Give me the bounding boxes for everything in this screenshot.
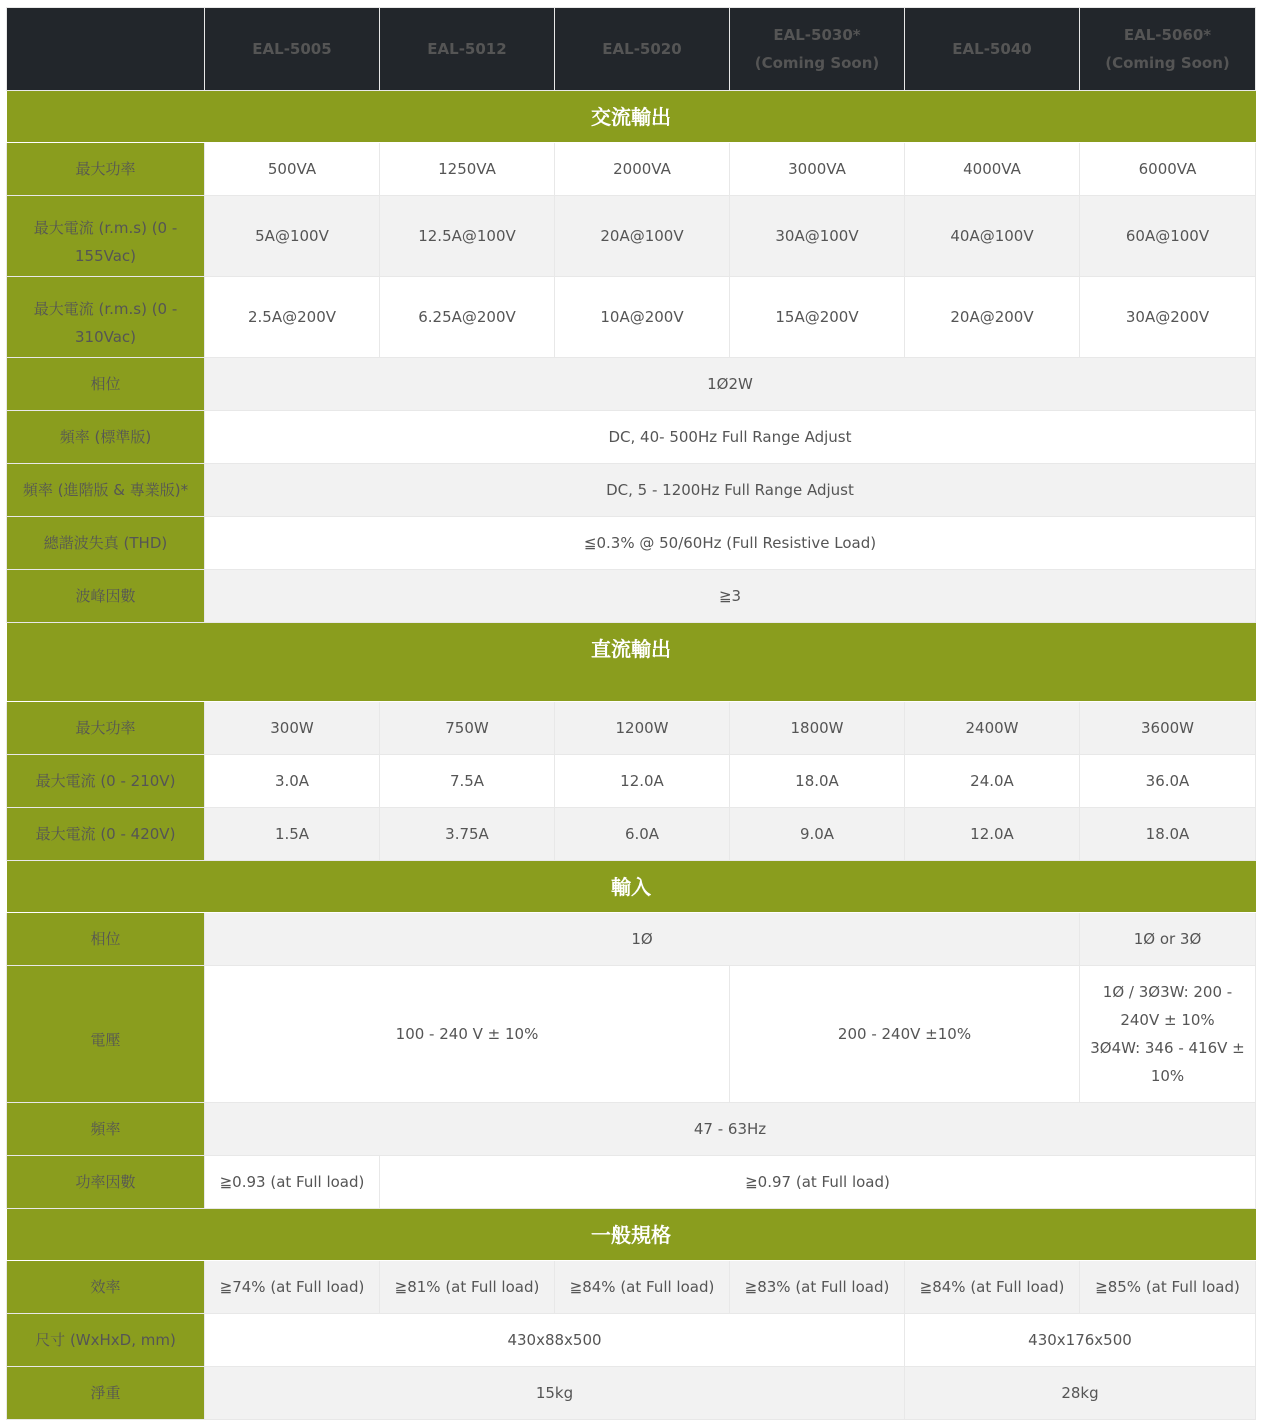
table-row: [7, 1156, 1256, 1209]
table-row: [7, 358, 1256, 411]
section-title-input: 輸入: [7, 861, 1256, 913]
header-model: EAL-5040: [905, 8, 1080, 91]
cell: 7.5A: [380, 755, 555, 808]
row-label: 最大功率: [7, 702, 205, 755]
row-label: 總諧波失真 (THD): [7, 517, 205, 570]
cell: DC, 40- 500Hz Full Range Adjust: [205, 411, 1256, 464]
cell: 24.0A: [905, 755, 1080, 808]
row-label: 淨重: [7, 1367, 205, 1420]
table-row: [7, 143, 1256, 196]
cell: 15A@200V: [730, 277, 905, 358]
cell: ≧74% (at Full load): [205, 1261, 380, 1314]
table-row: [7, 277, 1256, 358]
cell: 750W: [380, 702, 555, 755]
row-label: 相位: [7, 358, 205, 411]
cell: 2.5A@200V: [205, 277, 380, 358]
cell: 3.75A: [380, 808, 555, 861]
section-row: [7, 861, 1256, 913]
cell: 100 - 240 V ± 10%: [205, 966, 730, 1103]
cell: 12.0A: [555, 755, 730, 808]
cell: 1200W: [555, 702, 730, 755]
row-label: 功率因數: [7, 1156, 205, 1209]
cell: 200 - 240V ±10%: [730, 966, 1080, 1103]
cell: ≦0.3% @ 50/60Hz (Full Resistive Load): [205, 517, 1256, 570]
cell: 300W: [205, 702, 380, 755]
cell: ≧83% (at Full load): [730, 1261, 905, 1314]
header-row: [7, 8, 1256, 91]
cell: 36.0A: [1080, 755, 1256, 808]
table-row: [7, 808, 1256, 861]
cell: 18.0A: [1080, 808, 1256, 861]
header-model: EAL-5060* (Coming Soon): [1080, 8, 1256, 91]
cell: ≧84% (at Full load): [905, 1261, 1080, 1314]
cell: 20A@200V: [905, 277, 1080, 358]
row-label: 效率: [7, 1261, 205, 1314]
table-row: [7, 570, 1256, 623]
cell: 18.0A: [730, 755, 905, 808]
cell: 430x176x500: [905, 1314, 1256, 1367]
table-row: [7, 464, 1256, 517]
row-label: 最大電流 (r.m.s) (0 - 310Vac): [7, 277, 205, 358]
cell: 9.0A: [730, 808, 905, 861]
cell-line: 3Ø4W: 346 - 416V ±: [1090, 1039, 1245, 1057]
cell: ≧81% (at Full load): [380, 1261, 555, 1314]
table-row: [7, 1367, 1256, 1420]
table-row: [7, 411, 1256, 464]
cell: 3.0A: [205, 755, 380, 808]
table-row: [7, 1261, 1256, 1314]
cell: 47 - 63Hz: [205, 1103, 1256, 1156]
cell: 3600W: [1080, 702, 1256, 755]
cell: 10A@200V: [555, 277, 730, 358]
cell: 12.0A: [905, 808, 1080, 861]
section-row: [7, 1209, 1256, 1261]
row-label: 波峰因數: [7, 570, 205, 623]
table-row: [7, 913, 1256, 966]
cell: 15kg: [205, 1367, 905, 1420]
row-label: 最大功率: [7, 143, 205, 196]
row-label: 相位: [7, 913, 205, 966]
table-row: [7, 1103, 1256, 1156]
cell: 20A@100V: [555, 196, 730, 277]
section-title-general: 一般規格: [7, 1209, 1256, 1261]
cell: 5A@100V: [205, 196, 380, 277]
row-label: 頻率 (標準版): [7, 411, 205, 464]
cell: 30A@200V: [1080, 277, 1256, 358]
table-row: [7, 755, 1256, 808]
cell: 2400W: [905, 702, 1080, 755]
header-model: EAL-5005: [205, 8, 380, 91]
cell-multiline: [1080, 966, 1256, 1103]
cell: 6.0A: [555, 808, 730, 861]
row-label: 頻率 (進階版 & 專業版)*: [7, 464, 205, 517]
cell: DC, 5 - 1200Hz Full Range Adjust: [205, 464, 1256, 517]
cell: 6.25A@200V: [380, 277, 555, 358]
row-label: 尺寸 (WxHxD, mm): [7, 1314, 205, 1367]
header-model: EAL-5030* (Coming Soon): [730, 8, 905, 91]
cell-line: 240V ± 10%: [1120, 1011, 1215, 1029]
cell: 6000VA: [1080, 143, 1256, 196]
table-row: [7, 196, 1256, 277]
section-title-ac: 交流輸出: [7, 91, 1256, 143]
row-label: 最大電流 (0 - 420V): [7, 808, 205, 861]
row-label: 最大電流 (0 - 210V): [7, 755, 205, 808]
cell: ≧3: [205, 570, 1256, 623]
cell: 1800W: [730, 702, 905, 755]
cell: ≧0.93 (at Full load): [205, 1156, 380, 1209]
cell: 60A@100V: [1080, 196, 1256, 277]
cell: 1Ø2W: [205, 358, 1256, 411]
table-row: [7, 517, 1256, 570]
cell: 1Ø or 3Ø: [1080, 913, 1256, 966]
cell: 1250VA: [380, 143, 555, 196]
header-model: EAL-5012: [380, 8, 555, 91]
section-row: [7, 623, 1256, 702]
cell: 12.5A@100V: [380, 196, 555, 277]
table-row: [7, 702, 1256, 755]
cell: ≧0.97 (at Full load): [380, 1156, 1256, 1209]
cell: 430x88x500: [205, 1314, 905, 1367]
row-label: 最大電流 (r.m.s) (0 - 155Vac): [7, 196, 205, 277]
cell: 1Ø: [205, 913, 1080, 966]
row-label: 電壓: [7, 966, 205, 1103]
section-title-dc: 直流輸出: [7, 623, 1256, 702]
cell: 2000VA: [555, 143, 730, 196]
cell-line: 10%: [1150, 1067, 1185, 1085]
cell-line: 1Ø / 3Ø3W: 200 -: [1102, 983, 1233, 1001]
header-blank: [7, 8, 205, 91]
cell: 28kg: [905, 1367, 1256, 1420]
row-label: 頻率: [7, 1103, 205, 1156]
cell: ≧85% (at Full load): [1080, 1261, 1256, 1314]
cell: 40A@100V: [905, 196, 1080, 277]
spec-table: [6, 7, 1256, 1420]
cell: 4000VA: [905, 143, 1080, 196]
cell: 1.5A: [205, 808, 380, 861]
cell: 500VA: [205, 143, 380, 196]
table-row: [7, 1314, 1256, 1367]
header-model: EAL-5020: [555, 8, 730, 91]
cell: 30A@100V: [730, 196, 905, 277]
section-row: [7, 91, 1256, 143]
cell: ≧84% (at Full load): [555, 1261, 730, 1314]
table-row: [7, 966, 1256, 1103]
cell: 3000VA: [730, 143, 905, 196]
